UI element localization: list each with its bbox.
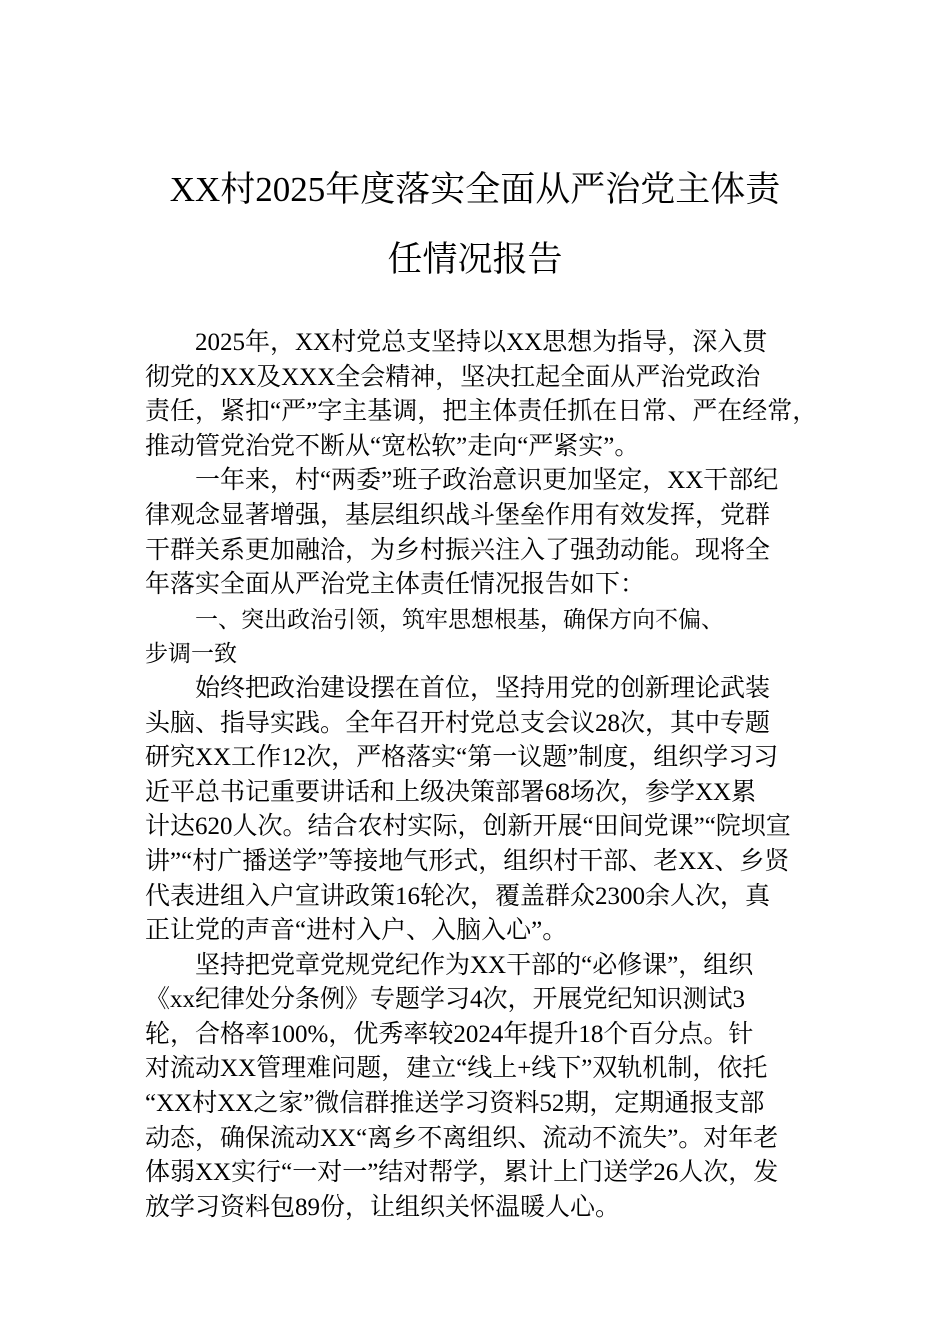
paragraph-3-line-6: 讲”“村广播送学”等接地气形式，组织村干部、老XX、乡贤 [145,847,790,875]
section-heading-1-line-2: 步调一致 [145,641,237,668]
document-title-line-2: 任情况报告 [387,240,563,279]
document-body [145,326,825,1225]
paragraph-3-line-3: 研究XX工作12次，严格落实“第一议题”制度，组织学习习 [145,744,779,772]
paragraph-4-line-8: 放学习资料包89份，让组织关怀温暖人心。 [145,1193,621,1221]
paragraph-3-line-7: 代表进组入户宣讲政策16轮次，覆盖群众2300余人次，真 [145,882,771,910]
paragraph-2-line-1: 一年来，村“两委”班子政治意识更加坚定，XX干部纪 [195,467,779,495]
paragraph-3-line-8: 正让党的声音“进村入户、入脑入心”。 [145,917,568,945]
paragraph-3-line-5: 计达620人次。结合农村实际，创新开展“田间党课”“院坝宣 [145,813,791,841]
paragraph-4-line-5: “XX村XX之家”微信群推送学习资料52期，定期通报支部 [145,1090,765,1118]
paragraph-4-line-4: 对流动XX管理难问题，建立“线上+线下”双轨机制，依托 [145,1055,768,1083]
section-heading-1-line-1: 一、突出政治引领，筑牢思想根基，确保方向不偏、 [195,606,724,633]
paragraph-4-line-1: 坚持把党章党规党纪作为XX干部的“必修课”，组织 [195,951,754,979]
paragraph-4-line-3: 轮，合格率100%，优秀率较2024年提升18个百分点。针 [145,1020,754,1048]
document-title-line-1: XX村2025年度落实全面从严治党主体责 [169,170,781,209]
paragraph-3-line-4: 近平总书记重要讲话和上级决策部署68场次，参学XX累 [145,778,757,806]
paragraph-4-line-7: 体弱XX实行“一对一”结对帮学，累计上门送学26人次，发 [145,1159,779,1187]
paragraph-4-line-2: 《xx纪律处分条例》专题学习4次，开展党纪知识测试3 [145,986,746,1014]
paragraph-3-line-1: 始终把政治建设摆在首位，坚持用党的创新理论武装 [195,674,771,702]
paragraph-4-line-6: 动态，确保流动XX“离乡不离组织、流动不流失”。对年老 [145,1124,779,1152]
paragraph-2-line-3: 干群关系更加融洽，为乡村振兴注入了强劲动能。现将全 [145,536,771,564]
paragraph-1-line-3: 责任，紧扣“严”字主基调，把主体责任抓在日常、严在经常， [145,398,818,426]
paragraph-1-line-4: 推动管党治党不断从“宽松软”走向“严紧实”。 [145,432,640,460]
paragraph-2-line-4: 年落实全面从严治党主体责任情况报告如下： [145,571,646,599]
paragraph-1-line-1: 2025年，XX村党总支坚持以XX思想为指导，深入贯 [195,329,768,356]
paragraph-1-line-2: 彻党的XX及XXX全会精神，坚决扛起全面从严治党政治 [145,363,761,391]
paragraph-3-line-2: 头脑、指导实践。全年召开村党总支会议28次，其中专题 [145,709,771,737]
paragraph-2-line-2: 律观念显著增强，基层组织战斗堡垒作用有效发挥，党群 [145,501,771,529]
